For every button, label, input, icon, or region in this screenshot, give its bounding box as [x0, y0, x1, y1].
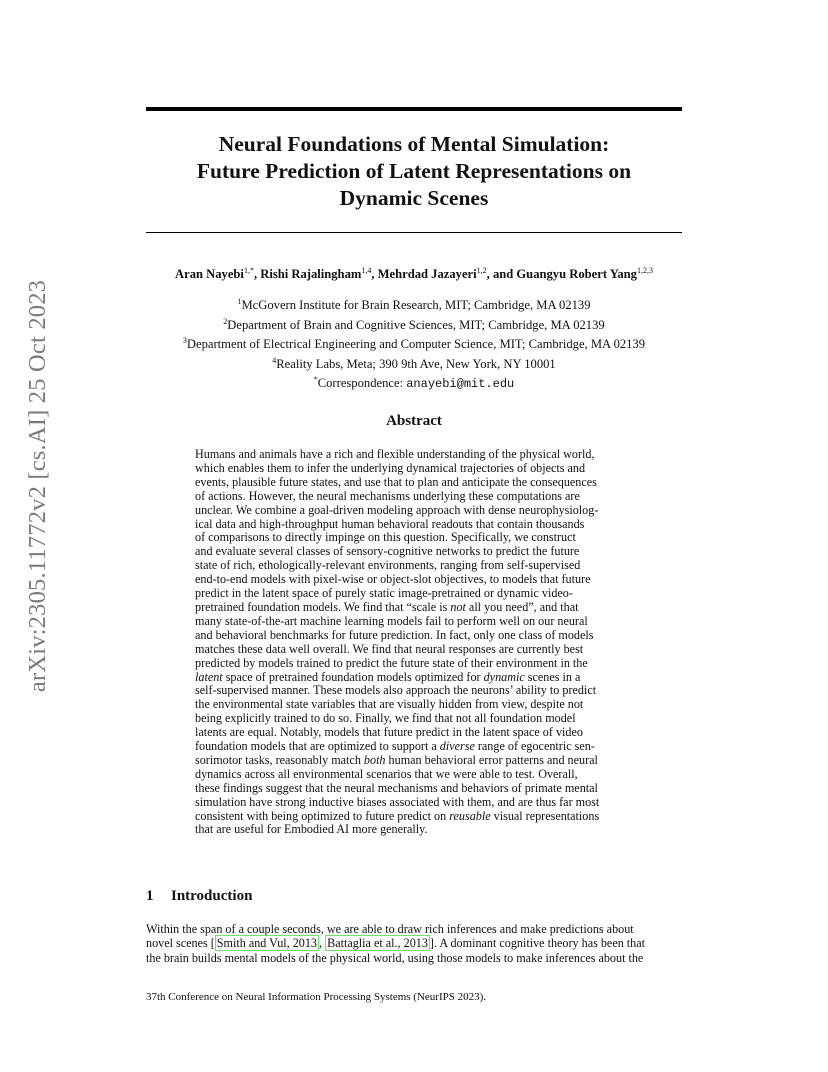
abstract-line: latents are equal. Notably, models that future predict in the latent space of video	[195, 725, 583, 740]
abstract-line: predicted by models trained to predict the future state of their environment in the	[195, 655, 588, 670]
affil-text: Department of Electrical Engineering and Computer Science, MIT; Cambridge, MA 02139	[186, 337, 646, 351]
abstract-line: self-supervised manner. These models also approach the neurons’ ability to predict	[195, 683, 597, 698]
abstract-text: sorimotor tasks, reasonably match	[195, 752, 364, 767]
arxiv-identifier: arXiv:2305.11772v2 [cs.AI] 25 Oct 2023	[24, 279, 51, 693]
intro-line: the brain builds mental models of the physical world, using those models to make inferences about the	[146, 950, 644, 965]
intro-text: novel scenes [	[146, 936, 215, 951]
abstract-line: end-to-end models with pixel-wise or object-slot objectives, to models that future	[195, 572, 591, 587]
affil-marker: 2	[223, 316, 228, 326]
abstract-emphasis: dynamic	[483, 669, 525, 684]
author-name: Aran Nayebi	[175, 267, 244, 281]
correspondence-label: Correspondence:	[317, 376, 407, 390]
abstract-text: all you need”, and that	[465, 599, 579, 614]
abstract-text: pretrained foundation models. We find that “scale is	[195, 599, 451, 614]
abstract-emphasis: both	[363, 752, 386, 767]
abstract-line	[195, 810, 635, 824]
author-list	[146, 266, 682, 282]
author-affil-marker: 1,*	[243, 266, 254, 275]
abstract-line: matches these data well overall. We find that neural responses are currently best	[195, 641, 584, 656]
conference-footer: 37th Conference on Neural Information Processing Systems (NeurIPS 2023).	[146, 991, 487, 1003]
abstract-text: human behavioral error patterns and neural	[385, 752, 598, 767]
correspondence-email[interactable]: anayebi@mit.edu	[406, 377, 515, 391]
affil-marker: 4	[272, 355, 277, 365]
author-name: , Mehrdad Jazayeri	[371, 267, 477, 281]
affil-marker: 1	[237, 297, 242, 306]
abstract-line: dynamics across all environmental scenarios that we were able to test. Overall,	[195, 766, 578, 781]
author-name: , Rishi Rajalingham	[253, 267, 362, 281]
affil-marker: 3	[182, 336, 187, 345]
abstract-line: these findings suggest that the neural mechanisms and behaviors of primate mental	[195, 780, 598, 795]
title-line-2: Future Prediction of Latent Representations on	[196, 159, 632, 183]
abstract-text: scenes in a	[524, 669, 581, 684]
intro-line	[146, 936, 682, 950]
abstract-text: space of pretrained foundation models optimized for	[222, 669, 484, 684]
abstract-text: range of egocentric sen-	[474, 739, 595, 754]
section-title: Introduction	[171, 888, 253, 904]
abstract-heading: Abstract	[386, 413, 442, 429]
affil-text: McGovern Institute for Brain Research, MIT; Cambridge, MA 02139	[241, 298, 591, 312]
abstract-line	[195, 754, 635, 768]
abstract-line: unclear. We combine a goal-driven modeling approach with dense neurophysiolog-	[195, 502, 599, 517]
section-heading	[146, 888, 252, 905]
abstract-text: consistent with being optimized to future predict on	[195, 808, 450, 823]
abstract-body	[195, 448, 635, 837]
abstract-line: state of rich, ethologically-relevant environments, ranging from self-supervised	[195, 558, 581, 573]
abstract-emphasis: latent	[195, 669, 223, 684]
affil-marker: *	[313, 375, 318, 384]
top-rule	[146, 107, 682, 111]
paper-title	[146, 131, 682, 212]
author-affil-marker: 1,4	[361, 266, 372, 275]
abstract-line: many state-of-the-art machine learning models fail to perform well on our neural	[195, 613, 588, 628]
abstract-line: simulation have strong inductive biases associated with them, and are thus far most	[195, 794, 600, 809]
abstract-line: Humans and animals have a rich and flexible understanding of the physical world,	[195, 447, 595, 461]
abstract-line	[195, 671, 635, 685]
section-number: 1	[146, 888, 154, 904]
author-affil-marker: 1,2	[476, 266, 487, 275]
title-line-3: Dynamic Scenes	[339, 186, 489, 210]
abstract-line: ical data and high-throughput human behavioral readouts that contain thousands	[195, 516, 585, 531]
abstract-line: which enables them to infer the underlying dynamical trajectories of objects and	[195, 460, 586, 475]
abstract-emphasis: diverse	[439, 739, 475, 754]
intro-body	[146, 922, 682, 965]
abstract-text: foundation models that are optimized to support a	[195, 739, 440, 754]
intro-text: ]. A dominant cognitive theory has been that	[429, 936, 646, 951]
affiliation-line	[146, 294, 682, 314]
abstract-line: events, plausible future states, and use that to plan and anticipate the consequences	[195, 474, 597, 489]
affil-text: Reality Labs, Meta; 390 9th Ave, New York, NY 10001	[276, 356, 556, 371]
abstract-line: predict in the latent space of purely static image-pretrained or dynamic video-	[195, 586, 573, 601]
intro-line: Within the span of a couple seconds, we are able to draw rich inferences and make predictions about	[146, 922, 634, 936]
abstract-line: of comparisons to directly impinge on this question. Specifically, we construct	[195, 530, 576, 545]
correspondence-line	[146, 372, 682, 393]
abstract-line: and behavioral benchmarks for future prediction. In fact, only one class of models	[195, 627, 594, 642]
abstract-line: of actions. However, the neural mechanisms underlying these computations are	[195, 488, 580, 503]
author-affil-marker: 1,2,3	[636, 266, 653, 275]
affiliation-line	[146, 353, 682, 373]
affiliation-line	[146, 333, 682, 353]
arxiv-sidebar	[16, 279, 60, 693]
citation-link[interactable]: Smith and Vul, 2013	[216, 936, 318, 951]
intro-text: ,	[319, 936, 326, 951]
title-rule	[146, 232, 682, 233]
title-line-1: Neural Foundations of Mental Simulation:	[218, 132, 610, 156]
citation-link[interactable]: Battaglia et al., 2013	[327, 936, 428, 951]
affil-text: Department of Brain and Cognitive Sciences, MIT; Cambridge, MA 02139	[227, 317, 605, 332]
author-name: , and Guangyu Robert Yang	[486, 267, 637, 281]
abstract-line	[195, 740, 635, 754]
abstract-line: being explicitly trained to do so. Finally, we find that not all foundation model	[195, 711, 576, 726]
abstract-line: the environmental state variables that are visually hidden from view, despite not	[195, 697, 584, 712]
affiliation-line	[146, 314, 682, 334]
affiliations	[146, 294, 682, 393]
abstract-line: and evaluate several classes of sensory-cognitive networks to predict the future	[195, 544, 580, 559]
abstract-emphasis: not	[450, 599, 466, 614]
abstract-line	[195, 601, 635, 615]
abstract-text: visual representations	[490, 808, 600, 823]
abstract-line: that are useful for Embodied AI more generally.	[195, 822, 428, 837]
abstract-emphasis: reusable	[449, 808, 491, 823]
